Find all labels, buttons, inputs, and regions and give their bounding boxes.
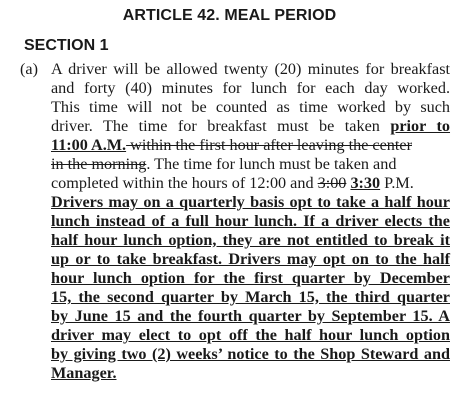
paragraph-line [20, 231, 450, 250]
inserted-text: by giving two (2) weeks’ notice to the Shop Steward and [51, 345, 450, 363]
article-title: ARTICLE 42. MEAL PERIOD [122, 7, 337, 24]
text-segment: driver. The time for breakfast must be taken [51, 117, 391, 135]
inserted-text: 11:00 A.M. [51, 136, 127, 154]
paragraph-line [20, 212, 450, 231]
inserted-text: 3:30 [350, 174, 381, 192]
text-segment: and forty (40) minutes for lunch for each day worked. [51, 79, 450, 97]
paragraph-line [20, 117, 450, 136]
text-segment: This time will not be counted as time worked by such [51, 98, 450, 116]
paragraph-line [20, 345, 450, 364]
inserted-text: 15, the second quarter by March 15, the third quarter [51, 288, 450, 306]
inserted-text: Drivers may on a quarterly basis opt to take a half hour [51, 193, 450, 211]
paragraph-line [20, 174, 450, 193]
text-segment: A driver will be allowed twenty (20) minutes for breakfast [51, 60, 450, 78]
deleted-text: within the first hour after leaving the center [126, 136, 412, 154]
deleted-text: in the morning [51, 155, 147, 173]
text-segment: P.M. [380, 174, 414, 192]
inserted-text: Manager. [51, 364, 117, 382]
paragraph-line [20, 136, 450, 155]
text-segment: completed within the hours of 12:00 and [51, 174, 318, 192]
paragraph-line [20, 79, 450, 98]
inserted-text: lunch instead of a full hour lunch. If a driver elects the [51, 212, 450, 230]
paragraph-line [20, 98, 450, 117]
inserted-text: half hour lunch option, they are not entitled to break it [51, 231, 450, 249]
paragraph-line [20, 326, 450, 345]
text-segment: . The time for lunch must be taken and [146, 155, 397, 173]
paragraph-line [20, 155, 450, 174]
inserted-text: by June 15 and the fourth quarter by September 15. A [51, 307, 450, 325]
inserted-text: driver may elect to opt off the half hour lunch option [51, 326, 450, 344]
paragraph-line [20, 269, 450, 288]
deleted-text: 3:00 [317, 174, 347, 192]
inserted-text: up or to take breakfast. Drivers may opt on to the half [51, 250, 450, 268]
paragraph-line [20, 364, 450, 383]
paragraph-marker: (a) [20, 60, 38, 78]
paragraph-a [20, 60, 450, 383]
paragraph-line [20, 288, 450, 307]
paragraph-line [20, 307, 450, 326]
paragraph-line [20, 193, 450, 212]
paragraph-line [20, 250, 450, 269]
inserted-text: prior to [390, 117, 451, 135]
inserted-text: hour lunch option for the first quarter by December [51, 269, 450, 287]
paragraph-line [20, 60, 450, 79]
section-title: SECTION 1 [24, 37, 109, 54]
